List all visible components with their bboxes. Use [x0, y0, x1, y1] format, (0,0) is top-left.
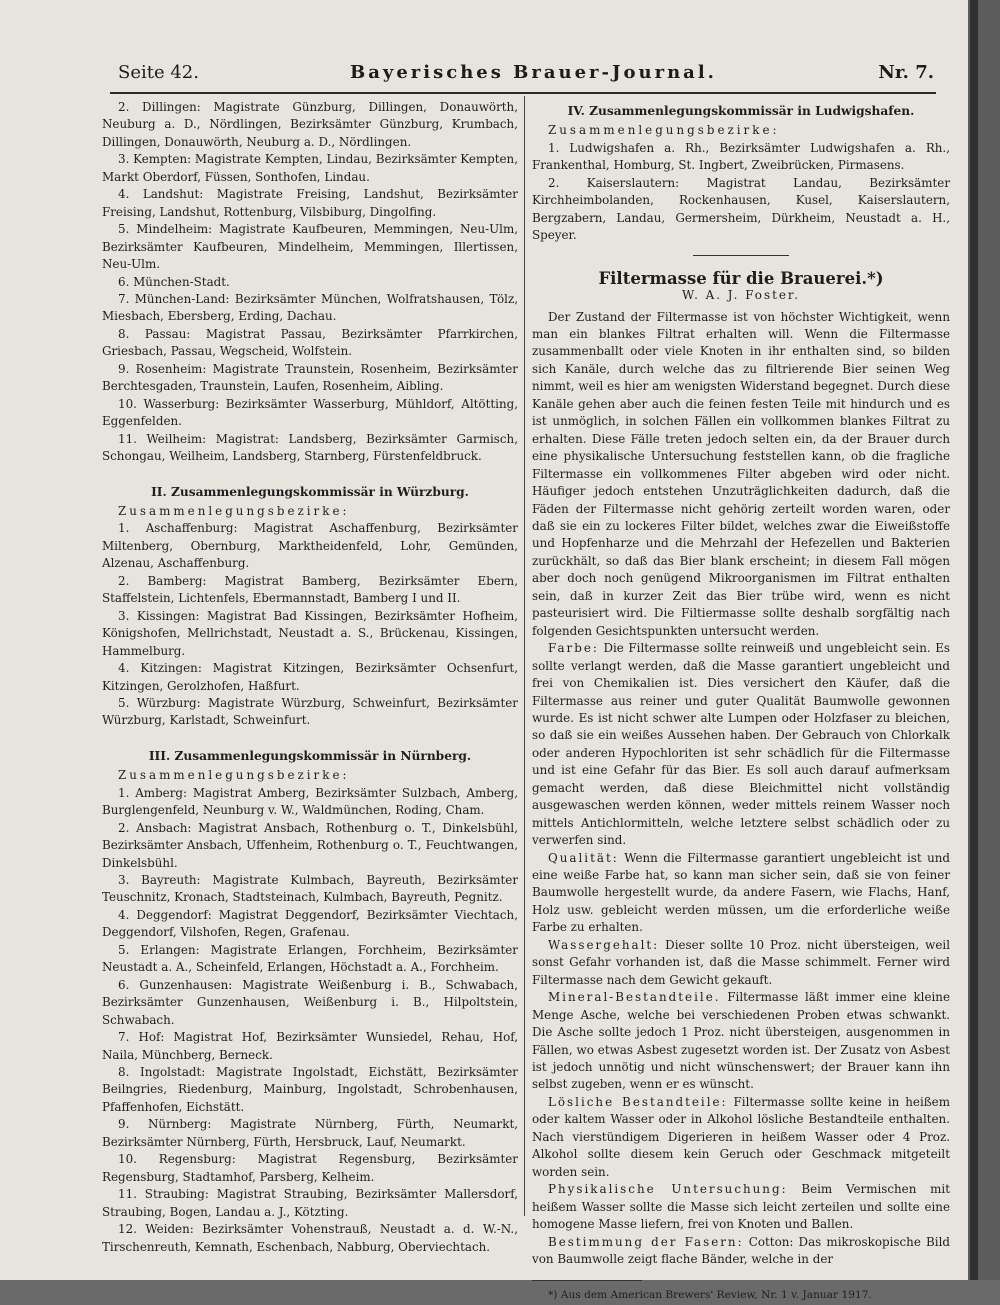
section-ludwigshafen — [532, 103, 950, 245]
page-number: Seite 42. — [118, 62, 199, 83]
district-entry: 3. Kempten: Magistrate Kempten, Lindau, Bezirksämter Kempten, Markt Oberdorf, Füssen, Sonthofen, Lindau. — [102, 152, 518, 184]
district-entry: 11. Straubing: Magistrat Straubing, Bezirksämter Mallersdorf, Straubing, Bogen, Landau a. J., Kötzting. — [102, 1187, 518, 1219]
paragraph-text: Die Filtermasse sollte reinweiß und ungebleicht sein. Es sollte verlangt werden, daß die Masse garantiert ungebleicht und frei von Chemikalien ist. Dies versichert den Käufer, daß die Filtermasse aus reiner und guter Qualität Baumwolle gewonnen wurde. Es ist nicht schwer alte Lumpen oder Holzfaser zu bleichen, so daß sie ein weißes Aussehen haben. Der Gebrauch von Chlorkalk oder anderen Hypochloriten ist sehr schädlich für die Filtermasse und ist eine Gefahr für das Bier. Es soll auch darauf aufmerksam gemacht werden, daß diese Bleichmittel nicht vollständig ausgewaschen werden können, weder mittels reinem Wasser noch mittels Antichlormitteln, welche letztere selbst schädlich oder zu verwerfen sind. — [532, 641, 950, 848]
article-author: W. A. J. Foster. — [681, 288, 801, 303]
district-entry: 6. Gunzenhausen: Magistrate Weißenburg i. B., Schwabach, Bezirksämter Gunzenhausen, Weißenburg i. B., Hilpoltstein, Schwabach. — [102, 977, 518, 1027]
paragraph-label: Farbe: — [548, 641, 599, 656]
article-title: Filtermasse für die Brauerei.*) — [598, 268, 884, 288]
article-paragraph — [532, 1234, 950, 1269]
paragraph-text: Cotton: Das mikroskopische Bild von Baumwolle zeigt flache Bänder, welche in der — [532, 1234, 950, 1266]
district-subheading: Zusammenlegungsbezirke: — [548, 123, 780, 138]
district-entry: 5. Würzburg: Magistrate Würzburg, Schweinfurt, Bezirksämter Würzburg, Karlstadt, Schweinfurt. — [102, 695, 518, 728]
article-paragraph — [532, 850, 950, 937]
paragraph-label: Physikalische Untersuchung: — [548, 1182, 788, 1197]
district-entry: Der Zustand der Filtermasse ist von höchster Wichtigkeit, wenn man ein blankes Filtrat erhalten will. Wenn die Filtermasse zusammenballt oder viele Knoten in ihr enthalten sind, so bilden sich Kanäle, durch welche das zu filtrierende Bier seinen Weg nimmt, weil es hier am wenigsten Widerstand begegnet. Durch diese Kanäle gehen aber auch die feinen festen Teile mit hindurch und es ist unmöglich, in solchen Fällen ein vollkommen blankes Filtrat zu erhalten. Diese Fälle treten jedoch selten ein, da der Brauer durch eine physikalische Untersuchung feststellen kann, ob die fragliche Filtermasse ein vollkommenes Filter abgeben wird oder nicht. Häufiger jedoch entstehen Unzuträglichkeiten dadurch, daß die Fäden der Filtermasse nicht gehörig zerteilt worden waren, oder daß sie ein zu lockeres Filter bildet, welches zwar die Eiweißstoffe und Hopfenharze und die Mehrzahl der Hefezellen und Bakterien zurückhält, so daß das Bier blank erscheint; in diesem Fall mögen aber doch noch genügend Mikroorganismen im Filtrat enthalten sein, daß in kurzer Zeit das Bier trübe wird, wenn es nicht pasteurisiert wird. Die Filtiermasse sollte deshalb sorgfältig nach folgenden Gesichtspunkten untersucht werden. — [532, 309, 950, 638]
paragraph-label: Wassergehalt: — [548, 937, 660, 952]
district-entry: 4. Kitzingen: Magistrat Kitzingen, Bezirksämter Ochsenfurt, Kitzingen, Gerolzhofen, Haßfurt. — [102, 661, 518, 693]
district-entry: 10. Regensburg: Magistrat Regensburg, Bezirksämter Regensburg, Stadtamhof, Parsberg, Kelheim. — [102, 1152, 518, 1184]
district-entry: 2. Kaiserslautern: Magistrat Landau, Bezirksämter Kirchheimbolanden, Rockenhausen, Kusel, Kaiserslautern, Bergzabern, Landau, Germersheim, Dürkheim, Neustadt a. H., Speyer. — [532, 175, 950, 243]
paragraph-label: Bestimmung der Fasern: — [548, 1234, 744, 1249]
district-entry: 2. Ansbach: Magistrat Ansbach, Rothenburg o. T., Dinkelsbühl, Bezirksämter Ansbach, Uffenheim, Rothenburg o. T., Feuchtwangen, Dinkelsbühl. — [102, 820, 518, 870]
paragraph-text: Filtermasse läßt immer eine kleine Menge Asche, welche bei verschiedenen Proben etwas schwankt. Die Asche sollte jedoch 1 Proz. nicht übersteigen, ausgenommen in Fällen, wo etwas Asbest zugesetzt worden ist. Der Zusatz von Asbest ist jedoch unnötig und nicht wünschenswert; der Brauer kann ihn selbst zugeben, wenn er es wünscht. — [532, 990, 950, 1092]
district-entry: 5. Mindelheim: Magistrate Kaufbeuren, Memmingen, Neu-Ulm, Bezirksämter Kaufbeuren, Mindelheim, Memmingen, Illertissen, Neu-Ulm. — [102, 222, 518, 272]
district-entry: 4. Deggendorf: Magistrat Deggendorf, Bezirksämter Viechtach, Deggendorf, Vilshofen, Regen, Grafenau. — [102, 907, 518, 940]
district-entry: 6. München-Stadt. — [118, 274, 230, 289]
district-subheading: Zusammenlegungsbezirke: — [118, 768, 350, 783]
district-entry: 7. München-Land: Bezirksämter München, Wolfratshausen, Tölz, Miesbach, Ebersberg, Erding, Dachau. — [102, 291, 518, 324]
article-paragraph — [532, 937, 950, 989]
paragraph-text: Filtermasse sollte keine in heißem oder kaltem Wasser oder in Alkohol lösliche Bestandteile enthalten. Nach vierstündigem Digerieren in heißem Wasser oder 4 Proz. Alkohol sollte diesem kein Geruch oder Geschmack mitgeteilt worden sein. — [532, 1094, 950, 1179]
district-entry: 1. Amberg: Magistrat Amberg, Bezirksämter Sulzbach, Amberg, Burglengenfeld, Neunburg v. W., Waldmünchen, Roding, Cham. — [102, 785, 518, 818]
article-body — [532, 309, 950, 1269]
paragraph-text: Wenn die Filtermasse garantiert ungebleicht ist und eine weiße Farbe hat, so kann man sicher sein, daß sie von feiner Baumwolle hergestellt wurde, da andere Fasern, wie Flachs, Hanf, Holz usw. gebleicht werden müssen, um die erforderliche weiße Farbe zu erhalten. — [532, 850, 951, 935]
district-entry: 2. Dillingen: Magistrate Günzburg, Dillingen, Donauwörth, Neuburg a. D., Nördlingen, Bezirksämter Günzburg, Krumbach, Dillingen, Donauwörth, Neuburg a. D., Nördlingen. — [102, 100, 518, 149]
district-entry: 1. Aschaffenburg: Magistrat Aschaffenburg, Bezirksämter Miltenberg, Obernburg, Marktheidenfeld, Lohr, Gemünden, Alzenau, Aschaffenburg. — [102, 521, 518, 571]
district-entry: 10. Wasserburg: Bezirksämter Wasserburg, Mühldorf, Altötting, Eggenfelden. — [102, 396, 518, 429]
article-paragraph — [532, 1181, 950, 1233]
spacer — [102, 730, 518, 744]
paragraph-text: Beim Vermischen mit heißem Wasser sollte die Masse sich leicht zerteilen und sollte eine homogene Masse liefern, frei von Knoten und Ballen. — [532, 1182, 950, 1232]
article-paragraph — [532, 1094, 950, 1181]
district-entry: 4. Landshut: Magistrate Freising, Landshut, Bezirksämter Freising, Landshut, Rottenburg, Vilsbiburg, Dingolfing. — [102, 187, 518, 219]
binding-edge — [968, 0, 1000, 1280]
article-paragraph — [532, 989, 950, 1094]
district-entry: 3. Bayreuth: Magistrate Kulmbach, Bayreuth, Bezirksämter Teuschnitz, Kronach, Stadtsteinach, Kulmbach, Bayreuth, Pegnitz. — [102, 873, 518, 905]
journal-title: Bayerisches Brauer-Journal. — [350, 62, 717, 83]
district-entry: 11. Weilheim: Magistrat: Landsberg, Bezirksämter Garmisch, Schongau, Weilheim, Landsberg, Starnberg, Fürstenfeldbruck. — [102, 431, 518, 464]
paragraph-label: Qualität: — [548, 850, 619, 865]
section-heading: IV. Zusammenlegungskommissär in Ludwigshafen. — [567, 104, 915, 118]
paragraph-text: Dieser sollte 10 Proz. nicht übersteigen, weil sonst Gefahr vorhanden ist, daß die Masse schimmelt. Ferner wird Filtermasse nach dem Gewicht gekauft. — [532, 937, 951, 987]
footnote-rule — [532, 1280, 642, 1281]
district-entry: 5. Erlangen: Magistrate Erlangen, Forchheim, Bezirksämter Neustadt a. A., Scheinfeld, Erlangen, Höchstadt a. A., Forchheim. — [102, 942, 518, 975]
right-column — [532, 99, 950, 1305]
column-divider — [524, 96, 525, 1216]
section-separator — [693, 255, 789, 256]
header-rule — [110, 92, 936, 94]
district-entry: 8. Ingolstadt: Magistrate Ingolstadt, Eichstätt, Bezirksämter Beilngries, Riedenburg, Mainburg, Ingolstadt, Schrobenhausen, Pfaffenhofen, Eichstätt. — [102, 1065, 518, 1114]
district-entry: 2. Bamberg: Magistrat Bamberg, Bezirksämter Ebern, Staffelstein, Lichtenfels, Ebermannstadt, Bamberg I und II. — [102, 573, 518, 606]
district-entry: 3. Kissingen: Magistrat Bad Kissingen, Bezirksämter Hofheim, Königshofen, Mellrichstadt, Neustadt a. S., Brückenau, Kissingen, Hammelburg. — [102, 608, 518, 658]
district-entry: 9. Rosenheim: Magistrate Traunstein, Rosenheim, Bezirksämter Berchtesgaden, Traunstein, Laufen, Rosenheim, Aibling. — [102, 361, 518, 394]
district-entry: 8. Passau: Magistrat Passau, Bezirksämter Pfarrkirchen, Griesbach, Passau, Wegscheid, Wolfstein. — [102, 326, 518, 359]
paragraph-label: Lösliche Bestandteile: — [548, 1094, 728, 1109]
district-entry: 1. Ludwigshafen a. Rh., Bezirksämter Ludwigshafen a. Rh., Frankenthal, Homburg, St. Ingbert, Zweibrücken, Pirmasens. — [532, 140, 950, 173]
spacer — [102, 466, 518, 480]
paragraph-label: Mineral-Bestandteile. — [548, 990, 721, 1005]
issue-number: Nr. 7. — [878, 62, 934, 83]
district-entry: 9. Nürnberg: Magistrate Nürnberg, Fürth, Neumarkt, Bezirksämter Nürnberg, Fürth, Hersbruck, Lauf, Neumarkt. — [102, 1117, 518, 1149]
footnote: *) Aus dem American Brewers' Review, Nr. 1 v. Januar 1917. — [548, 1289, 872, 1302]
district-subheading: Zusammenlegungsbezirke: — [118, 503, 350, 518]
section-heading: II. Zusammenlegungskommissär in Würzburg. — [151, 484, 469, 499]
section-heading: III. Zusammenlegungskommissär in Nürnberg. — [148, 748, 472, 763]
district-entry: 12. Weiden: Bezirksämter Vohenstrauß, Neustadt a. d. W.-N., Tirschenreuth, Kemnath, Eschenbach, Nabburg, Oberviechtach. — [102, 1222, 518, 1254]
district-entry: 7. Hof: Magistrat Hof, Bezirksämter Wunsiedel, Rehau, Hof, Naila, Münchberg, Berneck. — [102, 1030, 518, 1062]
article-paragraph — [532, 640, 950, 849]
left-column — [102, 99, 518, 1256]
